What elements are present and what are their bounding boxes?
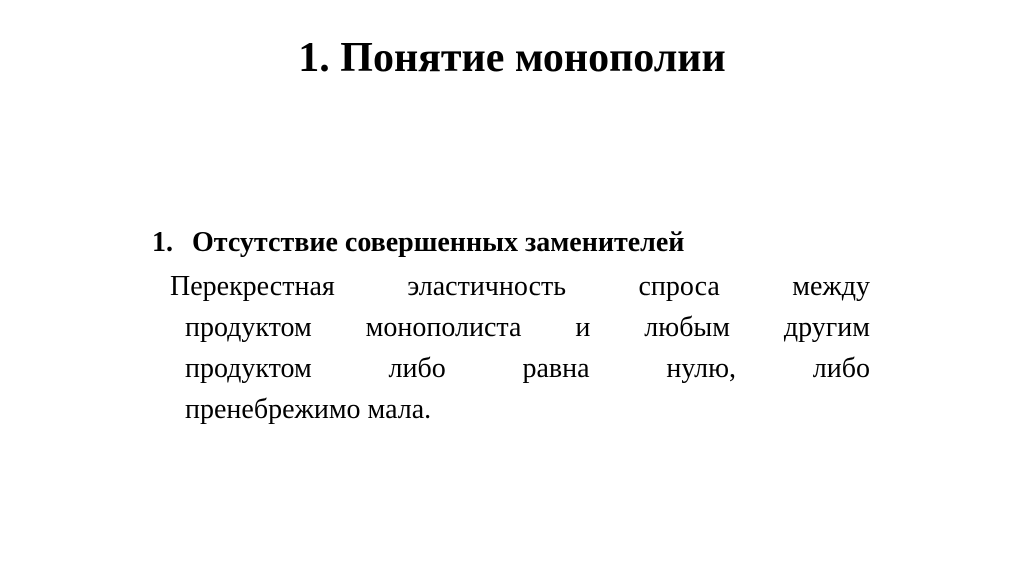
body-line: Перекрестная эластичность спроса между (170, 271, 870, 302)
list-item (152, 224, 872, 262)
body-line: продуктом монополиста и любым другим (185, 312, 870, 343)
point-heading-text: Отсутствие совершенных заменителей (192, 227, 685, 258)
point-heading (152, 224, 872, 262)
point-number: 1. (152, 227, 173, 258)
slide-title: 1. Понятие монополии (298, 35, 726, 81)
body-line: пренебрежимо мала. (185, 394, 432, 425)
point-body (170, 266, 870, 430)
body-line: продуктом либо равна нулю, либо (185, 353, 870, 384)
